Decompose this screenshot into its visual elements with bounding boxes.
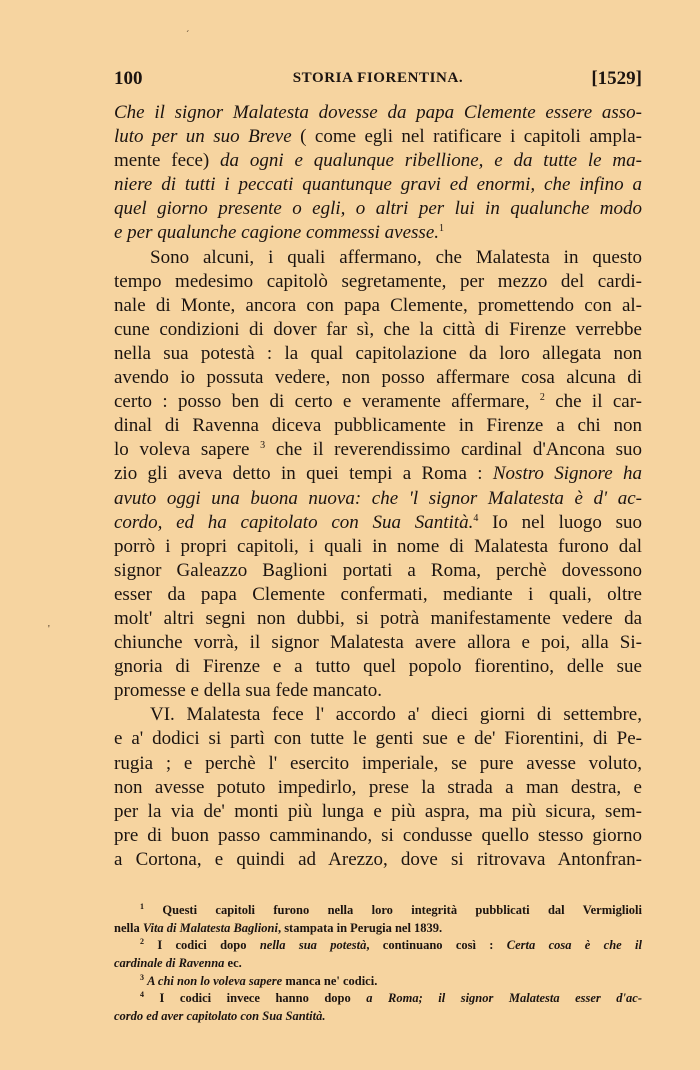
text-line: niere di tutti i peccati quantunque gravi ed enormi, che infino a: [114, 174, 642, 196]
footnote-line: cardinale di Ravenna ec.: [114, 956, 242, 971]
text-line: chiunche vorrà, il signor Malatesta avere allora e poi, alla Si-: [114, 632, 642, 654]
text-line: e a' dodici si partì con tutte le genti sue e de' Fiorentini, di Pe-: [114, 728, 642, 750]
footnote-line: $^4$ I codici invece hanno dopo a Roma; il signor Malatesta esser d'ac-: [140, 990, 642, 1006]
text-line: Che il signor Malatesta dovesse da papa Clemente essere asso-: [114, 102, 642, 123]
text-line: Sono alcuni, i quali affermano, che Malatesta in questo: [150, 246, 642, 268]
page-number: 100: [114, 68, 143, 89]
text-line: certo : posso ben di certo e veramente affermare, $^2$ che il car-: [114, 391, 642, 413]
text-line: avendo io possuta vedere, non posso affermare cosa alcuna di: [114, 367, 642, 389]
text-line: lo voleva sapere $^3$ che il reverendissimo cardinal d'Ancona suo: [114, 439, 642, 461]
footnote-ref: 1: [439, 223, 445, 235]
footnote-ref: 3: [260, 440, 266, 452]
text-line: dinal di Ravenna diceva pubblicamente in Firenze a chi non: [114, 415, 642, 437]
text-line: cune condizioni di dover far sì, che la città di Firenze verrebbe: [114, 318, 642, 340]
footnote-line: $^2$ I codici dopo nella sua potestà, continuano così : Certa cosa è che il: [140, 937, 642, 953]
page-header: [114, 68, 642, 94]
text-line: rugia ; e perchè l' esercito imperiale, se pure avesse voluto,: [114, 752, 642, 774]
text-line: nale di Monte, ancora con papa Clemente, promettendo con al-: [114, 294, 642, 316]
text-line: molt' altri segni non dubbi, si potrà manifestamente vedere da: [114, 607, 642, 629]
text-line: cordo, ed ha capitolato con Sua Santità.$^4$ Io nel luogo suo: [114, 511, 642, 533]
text-line: zio gli aveva detto in quei tempi a Roma : Nostro Signore ha: [114, 463, 642, 485]
text-line: tempo medesimo capitolò segretamente, per mezzo del cardi-: [114, 270, 642, 292]
running-title: STORIA FIORENTINA.: [292, 70, 464, 86]
text-line: e per qualunche cagione commessi avesse.$^1$: [114, 222, 445, 244]
text-line: quel giorno presente o egli, o altri per lui in qualunche modo: [114, 198, 642, 220]
text-line: gnoria di Firenze e a tutto quel popolo fiorentino, delle sue: [114, 656, 642, 678]
text-line: luto per un suo Breve ( come egli nel ratificare i capitoli ampla-: [114, 126, 642, 148]
text-line: per la via de' monti più lunga e più aspra, ma più sicura, sem-: [114, 800, 642, 822]
footnote-line: nella Vita di Malatesta Baglioni, stampata in Perugia nel 1839.: [114, 920, 443, 935]
footnote-ref: 4: [473, 512, 479, 524]
text-line: esser da papa Clemente confermati, mediante i quali, oltre: [114, 583, 642, 605]
specks-top: ´: [186, 30, 190, 41]
text-line: pre di buon passo camminando, si condusse quello stesso giorno: [114, 824, 642, 846]
footnote-line: cordo ed aver capitolato con Sua Santità.: [114, 1009, 326, 1024]
text-line: signor Galeazzo Baglioni portati a Roma, perchè dovessono: [114, 559, 642, 581]
text-line: VI. Malatesta fece l' accordo a' dieci giorni di settembre,: [150, 704, 642, 726]
footnote-line: $^1$ Questi capitoli furono nella loro integrità pubblicati dal Vermiglioli: [140, 902, 642, 917]
year-marker: [1529]: [591, 68, 642, 89]
body-text: [114, 101, 642, 872]
text-line: promesse e della sua fede mancato.: [114, 680, 382, 702]
text-line: a Cortona, e quindi ad Arezzo, dove si ritrovava Antonfran-: [114, 848, 642, 870]
text-line: porrò i propri capitoli, i quali in nome di Malatesta furono dal: [114, 535, 642, 557]
text-line: mente fece) da ogni e qualunque ribellione, e da tutte le ma-: [114, 150, 642, 172]
footnote-ref: 2: [539, 392, 545, 404]
text-line: nella sua potestà : la qual capitolazione da loro allegata non: [114, 342, 642, 364]
text-line: non avesse potuto impedirlo, prese la strada a man destra, e: [114, 776, 642, 798]
specks-mid: ': [48, 624, 50, 635]
text-line: avuto oggi una buona nuova: che 'l signor Malatesta è d' ac-: [114, 487, 642, 509]
footnote-line: $^3$ A chi non lo voleva sapere manca ne' codici.: [140, 972, 378, 988]
footnotes: [114, 902, 642, 1026]
